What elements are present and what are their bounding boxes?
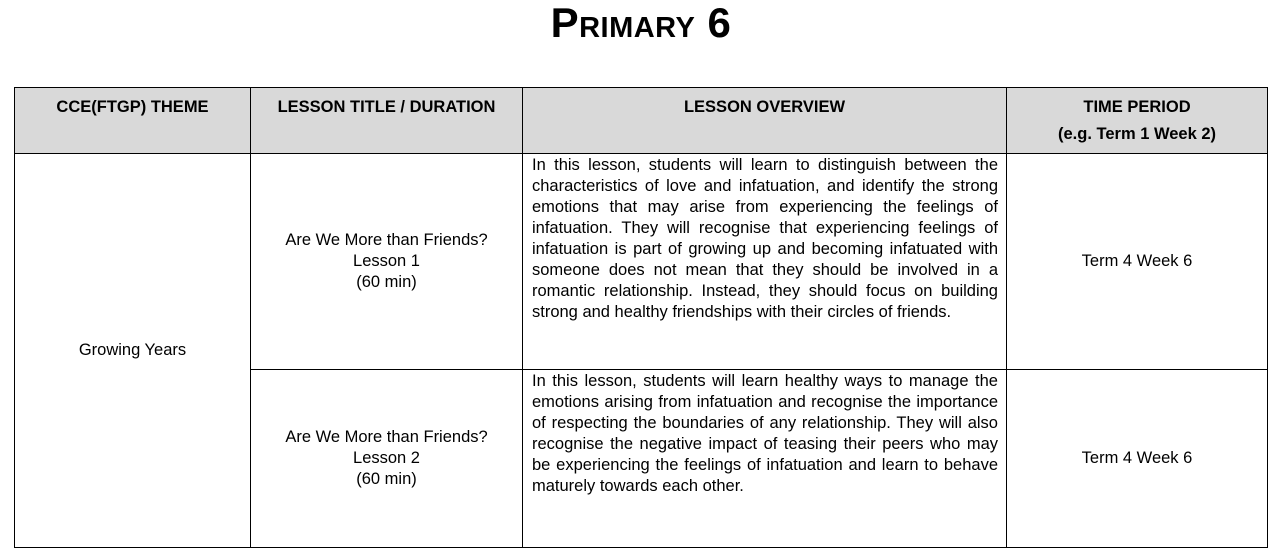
lesson-number: Lesson 1	[353, 252, 420, 270]
theme-column-header	[15, 88, 251, 154]
theme-label: Growing Years	[78, 341, 187, 359]
time-period-header-label: TIME PERIOD	[1083, 98, 1191, 116]
lesson-title-column-header	[251, 88, 523, 154]
theme-cell	[15, 154, 251, 548]
lesson-title: Are We More than Friends?	[285, 428, 488, 446]
time-period-header-example: (e.g. Term 1 Week 2)	[1057, 125, 1217, 143]
overview-column-header	[523, 88, 1007, 154]
lesson-number: Lesson 2	[353, 449, 420, 467]
lesson-overview-text: In this lesson, students will learn healthy ways to manage the emotions arising from infatuation and recognise the importance of respecting the boundaries of any relationship. They will also recognise the negative impact of teasing their peers who may be experiencing the feelings of infatuation and learn to behave maturely towards each other.	[532, 372, 998, 495]
time-period-column-header	[1007, 88, 1268, 154]
overview-header-label: LESSON OVERVIEW	[683, 98, 846, 116]
lesson-overview-text: In this lesson, students will learn to distinguish between the characteristics of love and infatuation, and identify the strong emotions that may arise from experiencing the feelings of infatuation. They will recognise that experiencing feelings of infatuation is part of growing up and becoming infatuated with someone does not mean that they should be involved in a romantic relationship. Instead, they should focus on building strong and healthy friendships with their circles of friends.	[532, 156, 998, 321]
time-period-cell	[1007, 370, 1268, 548]
theme-header-label: CCE(FTGP) THEME	[56, 98, 209, 116]
lesson-overview-cell	[523, 370, 1007, 548]
lesson-title: Are We More than Friends?	[285, 231, 488, 249]
lesson-title-cell	[251, 154, 523, 370]
time-period-value: Term 4 Week 6	[1081, 449, 1193, 467]
lesson-duration: (60 min)	[356, 273, 417, 291]
lesson-duration: (60 min)	[356, 470, 417, 488]
table-row	[15, 154, 1268, 370]
time-period-value: Term 4 Week 6	[1081, 252, 1193, 270]
page-title: Primary 6	[550, 0, 732, 46]
table-header-row	[15, 88, 1268, 154]
lesson-plan-table	[14, 87, 1268, 548]
time-period-cell	[1007, 154, 1268, 370]
lesson-overview-cell	[523, 154, 1007, 370]
lesson-title-cell	[251, 370, 523, 548]
lesson-title-header-label: LESSON TITLE / DURATION	[277, 98, 496, 116]
